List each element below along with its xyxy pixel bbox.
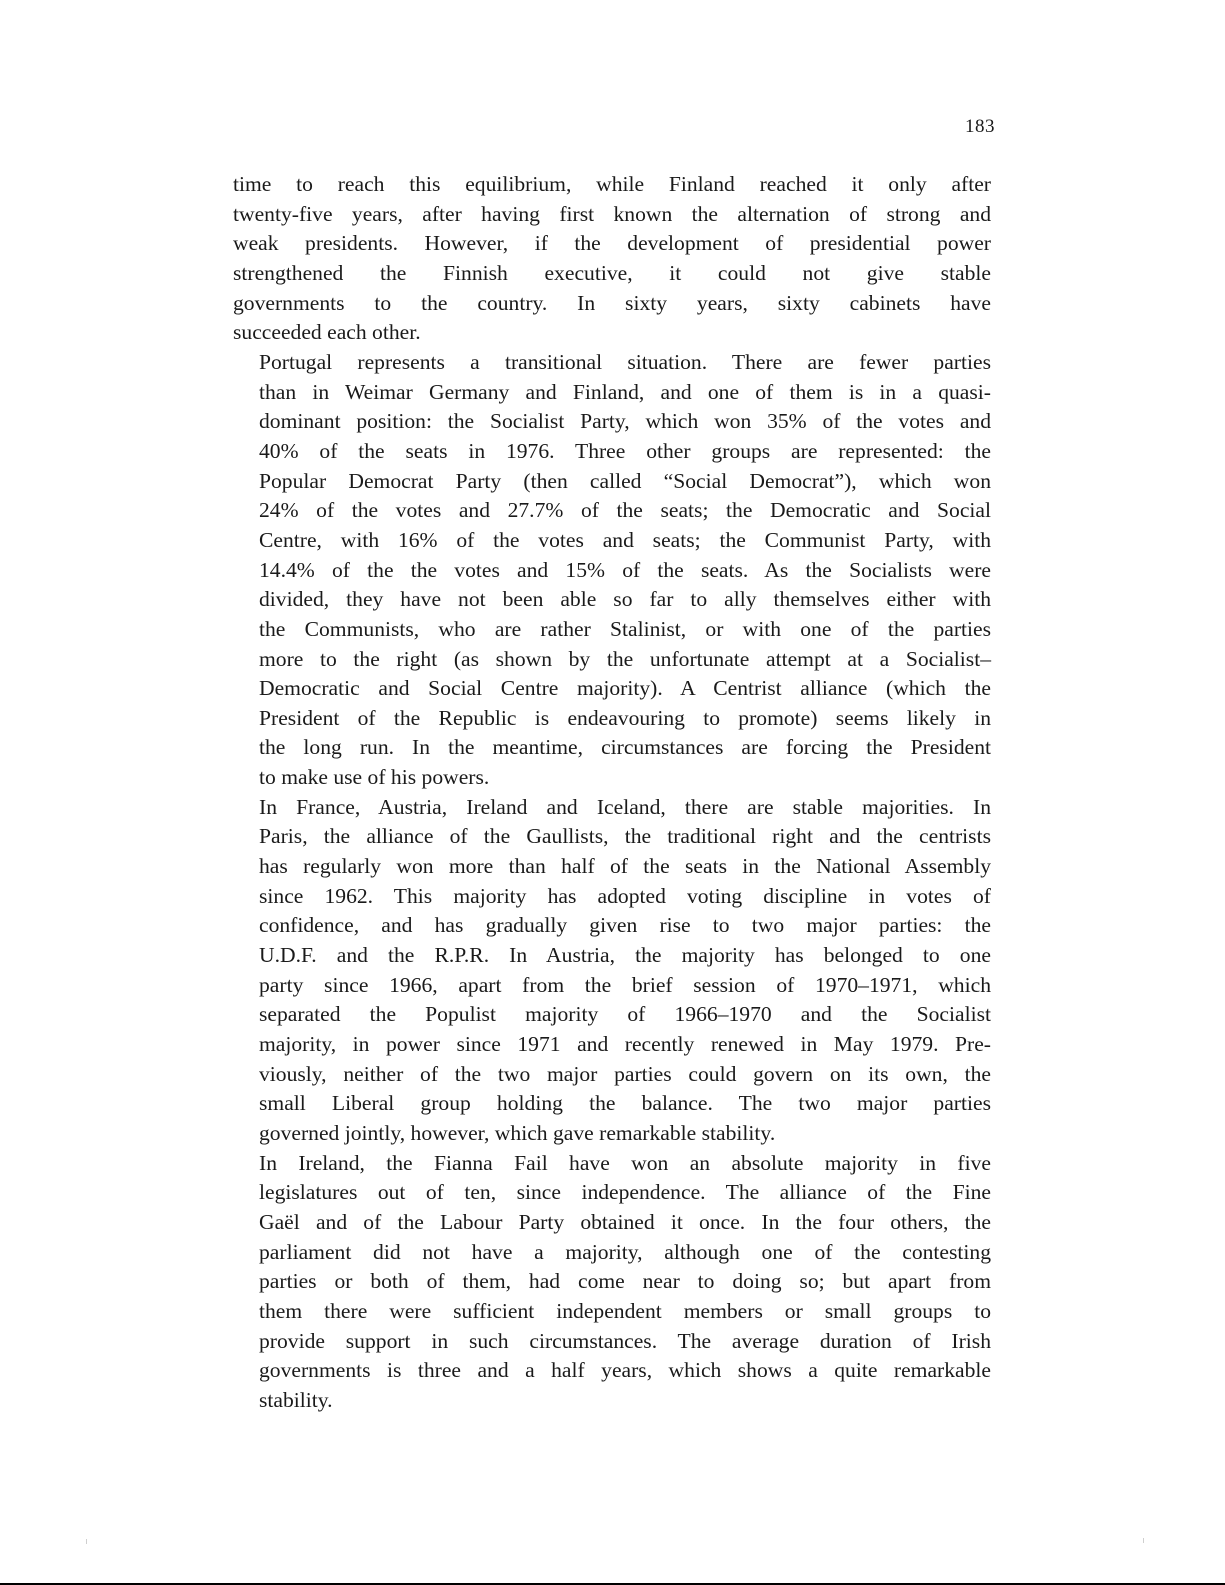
text-line: Gaël and of the Labour Party obtained it once. In the four others, the	[259, 1209, 991, 1234]
scan-artifact	[1143, 1538, 1144, 1543]
text-line: governments is three and a half years, which shows a quite remarkable	[259, 1358, 991, 1383]
text-line: small Liberal group holding the balance. The two major parties	[259, 1091, 991, 1116]
text-line: party since 1966, apart from the brief session of 1970–1971, which	[259, 972, 991, 997]
text-line: 40% of the seats in 1976. Three other groups are represented: the	[259, 438, 991, 463]
paragraph-ireland	[233, 1149, 991, 1416]
text-line: In Ireland, the Fianna Fail have won an absolute majority in five	[259, 1150, 991, 1175]
text-line: viously, neither of the two major parties could govern on its own, the	[259, 1061, 991, 1086]
scan-artifact	[86, 1539, 87, 1544]
text-line: 14.4% of the the votes and 15% of the seats. As the Socialists were	[259, 557, 991, 582]
text-line: Popular Democrat Party (then called “Social Democrat”), which won	[259, 468, 991, 493]
text-line: governed jointly, however, which gave remarkable stability.	[259, 1121, 776, 1145]
text-line: provide support in such circumstances. The average duration of Irish	[259, 1328, 991, 1353]
text-line: them there were sufficient independent members or small groups to	[259, 1298, 991, 1323]
text-line: President of the Republic is endeavouring to promote) seems likely in	[259, 705, 991, 730]
text-line: In France, Austria, Ireland and Iceland, there are stable majorities. In	[259, 794, 991, 819]
text-line: time to reach this equilibrium, while Finland reached it only after	[233, 172, 991, 196]
paragraph-stable-majorities	[233, 793, 991, 1149]
text-line: weak presidents. However, if the development of presidential power	[233, 231, 991, 256]
text-line: U.D.F. and the R.P.R. In Austria, the majority has belonged to one	[259, 943, 991, 968]
text-line: majority, in power since 1971 and recently renewed in May 1979. Pre-	[259, 1032, 991, 1057]
body-text	[233, 170, 991, 1416]
page-number: 183	[965, 116, 995, 137]
text-line: legislatures out of ten, since independence. The alliance of the Fine	[259, 1180, 991, 1205]
text-line: than in Weimar Germany and Finland, and one of them is in a quasi-	[259, 379, 991, 404]
text-line: parties or both of them, had come near to doing so; but apart from	[259, 1269, 991, 1294]
text-line: Paris, the alliance of the Gaullists, the traditional right and the centrists	[259, 824, 991, 849]
text-line: governments to the country. In sixty years, sixty cabinets have	[233, 290, 991, 315]
text-line: separated the Populist majority of 1966–1970 and the Socialist	[259, 1002, 991, 1027]
text-line: confidence, and has gradually given rise to two major parties: the	[259, 913, 991, 938]
text-line: stability.	[259, 1387, 333, 1412]
text-line: parliament did not have a majority, although one of the contesting	[259, 1239, 991, 1264]
text-line: 24% of the votes and 27.7% of the seats; the Democratic and Social	[259, 498, 991, 523]
text-line: Democratic and Social Centre majority). A Centrist alliance (which the	[259, 676, 991, 701]
paragraph-finland	[233, 170, 991, 348]
paragraph-portugal	[233, 348, 991, 793]
text-line: Centre, with 16% of the votes and seats; the Communist Party, with	[259, 527, 991, 552]
text-line: Portugal represents a transitional situation. There are fewer parties	[259, 349, 991, 374]
text-line: the long run. In the meantime, circumstances are forcing the President	[259, 735, 991, 760]
text-line: twenty-five years, after having first known the alternation of strong and	[233, 201, 991, 226]
text-line: more to the right (as shown by the unfortunate attempt at a Socialist–	[259, 646, 991, 671]
text-line: strengthened the Finnish executive, it could not give stable	[233, 260, 991, 285]
text-line: the Communists, who are rather Stalinist, or with one of the parties	[259, 616, 991, 641]
text-line: since 1962. This majority has adopted voting discipline in votes of	[259, 883, 991, 908]
text-line: to make use of his powers.	[259, 765, 490, 790]
text-line: has regularly won more than half of the seats in the National Assembly	[259, 854, 991, 879]
text-line: dominant position: the Socialist Party, which won 35% of the votes and	[259, 409, 991, 434]
text-line: divided, they have not been able so far to ally themselves either with	[259, 587, 991, 612]
text-line: succeeded each other.	[233, 320, 421, 345]
